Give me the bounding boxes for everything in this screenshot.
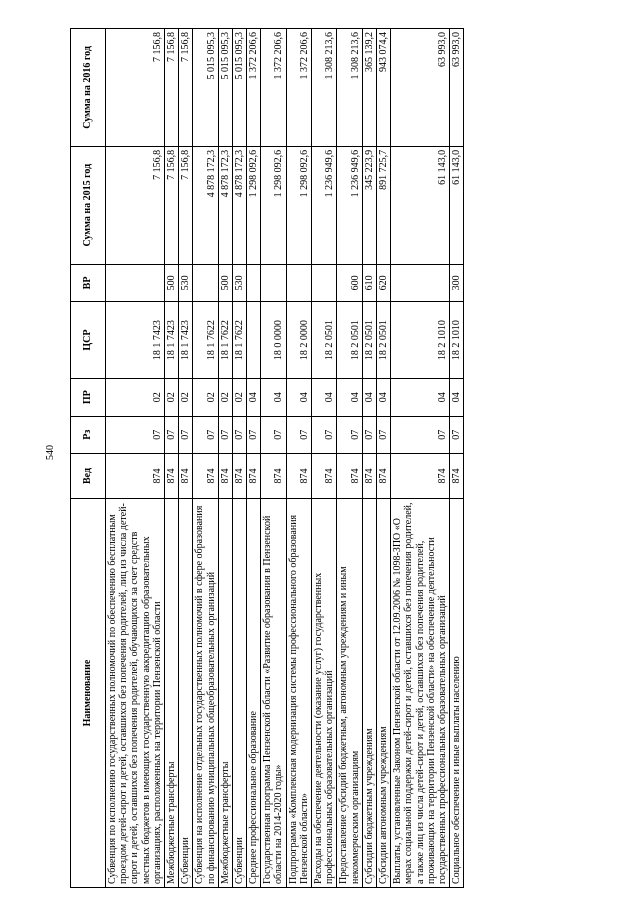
cell-rz: 07 [391, 416, 450, 453]
cell-rz: 07 [376, 416, 390, 453]
header-csr: ЦСР [71, 302, 106, 379]
cell-rz: 07 [164, 416, 178, 453]
cell-csr: 18 2 0501 [362, 302, 376, 379]
cell-rz: 07 [106, 416, 165, 453]
cell-csr: 18 2 0501 [312, 302, 337, 379]
cell-sum-2016: 63 993,0 [391, 29, 450, 147]
cell-name: Межбюджетные трансферты [218, 499, 232, 888]
cell-ved: 874 [164, 453, 178, 498]
cell-csr: 18 1 7423 [179, 302, 193, 379]
cell-vr [247, 264, 261, 302]
cell-rz: 07 [261, 416, 286, 453]
cell-csr: 18 2 1010 [450, 302, 464, 379]
cell-sum-2015: 1 236 949,6 [337, 146, 362, 264]
cell-pr: 04 [312, 378, 337, 416]
cell-vr [193, 264, 218, 302]
cell-sum-2015: 1 298 092,6 [261, 146, 286, 264]
cell-rz: 07 [193, 416, 218, 453]
cell-vr [391, 264, 450, 302]
cell-sum-2016: 943 074,4 [376, 29, 390, 147]
cell-pr: 04 [247, 378, 261, 416]
cell-name: Субвенции [179, 499, 193, 888]
cell-ved: 874 [312, 453, 337, 498]
table-row [450, 29, 464, 888]
table-row [376, 29, 390, 888]
cell-sum-2016: 1 308 213,6 [312, 29, 337, 147]
page-number: 540 [44, 445, 56, 460]
cell-sum-2015: 4 878 172,3 [193, 146, 218, 264]
table-row [286, 29, 311, 888]
header-vr: ВР [71, 264, 106, 302]
cell-name: Субсидии автономным учреждениям [376, 499, 390, 888]
cell-pr: 02 [193, 378, 218, 416]
table-row [261, 29, 286, 888]
cell-pr: 04 [376, 378, 390, 416]
cell-csr: 18 2 1010 [391, 302, 450, 379]
cell-sum-2016: 1 308 213,6 [337, 29, 362, 147]
cell-ved: 874 [179, 453, 193, 498]
cell-name: Предоставление субсидий бюджетным, автономным учреждениям и иным некоммерческим организациям [337, 499, 362, 888]
cell-csr: 18 1 7622 [232, 302, 246, 379]
cell-pr: 02 [179, 378, 193, 416]
cell-csr: 18 1 7423 [164, 302, 178, 379]
cell-name: Выплаты, установленные Законом Пензенской области от 12.09.2006 № 1098-ЗПО «О мерах социальной поддержки детей-сирот и детей, оставшихся без попечения родителей, а также лиц из числа детей-сирот и детей, оставшихся без попечения родителей, проживающих на территории Пензенской области» на обеспечение деятельности государственных профессиональных образовательных организаций [391, 499, 450, 888]
cell-pr: 02 [218, 378, 232, 416]
cell-vr [261, 264, 286, 302]
table-row [362, 29, 376, 888]
table-row [106, 29, 165, 888]
cell-vr: 600 [337, 264, 362, 302]
cell-pr: 04 [261, 378, 286, 416]
cell-ved: 874 [450, 453, 464, 498]
cell-name: Социальное обеспечение и иные выплаты населению [450, 499, 464, 888]
cell-name: Субсидии бюджетным учреждениям [362, 499, 376, 888]
cell-sum-2015: 1 298 092,6 [286, 146, 311, 264]
table-body [106, 29, 464, 888]
cell-sum-2016: 63 993,0 [450, 29, 464, 147]
cell-vr: 530 [232, 264, 246, 302]
cell-ved: 874 [362, 453, 376, 498]
cell-name: Среднее профессиональное образование [247, 499, 261, 888]
cell-pr: 04 [286, 378, 311, 416]
cell-sum-2015: 61 143,0 [391, 146, 450, 264]
cell-sum-2016: 7 156,8 [164, 29, 178, 147]
cell-name: Субвенция на исполнение отдельных государственных полномочий в сфере образования по финансированию муниципальных общеобразовательных организаций [193, 499, 218, 888]
table-row [247, 29, 261, 888]
cell-sum-2016: 1 372 206,6 [261, 29, 286, 147]
cell-ved: 874 [106, 453, 165, 498]
cell-csr [247, 302, 261, 379]
cell-vr [286, 264, 311, 302]
cell-name: Межбюджетные трансферты [164, 499, 178, 888]
header-pr: ПР [71, 378, 106, 416]
cell-pr: 04 [391, 378, 450, 416]
table-row [391, 29, 450, 888]
cell-ved: 874 [286, 453, 311, 498]
header-sum-2016: Сумма на 2016 год [71, 29, 106, 147]
cell-sum-2015: 7 156,8 [179, 146, 193, 264]
cell-sum-2015: 1 298 092,6 [247, 146, 261, 264]
cell-ved: 874 [232, 453, 246, 498]
cell-pr: 02 [164, 378, 178, 416]
cell-vr [312, 264, 337, 302]
cell-rz: 07 [247, 416, 261, 453]
table-row [164, 29, 178, 888]
cell-vr [106, 264, 165, 302]
cell-csr: 18 1 7622 [193, 302, 218, 379]
cell-csr: 18 1 7622 [218, 302, 232, 379]
cell-vr: 610 [362, 264, 376, 302]
cell-sum-2015: 1 236 949,6 [312, 146, 337, 264]
table-row [337, 29, 362, 888]
cell-rz: 07 [286, 416, 311, 453]
cell-sum-2015: 345 223,9 [362, 146, 376, 264]
header-ved: Вед [71, 453, 106, 498]
header-name: Наименование [71, 499, 106, 888]
cell-ved: 874 [193, 453, 218, 498]
cell-rz: 07 [312, 416, 337, 453]
cell-name: Субвенция по исполнению государственных полномочий по обеспечению бесплатным проездом детей-сирот и детей, оставшихся без попечения родителей, лиц из числа детей-сирот и детей, оставшихся без попечения родителей, обучающихся за счет средств местных бюджетов в имеющих государственную аккредитацию образовательных организациях, расположенных на территории Пензенской области [106, 499, 165, 888]
table-row [232, 29, 246, 888]
cell-rz: 07 [179, 416, 193, 453]
cell-rz: 07 [362, 416, 376, 453]
cell-name: Расходы на обеспечение деятельности (оказание услуг) государственных профессиональных образовательных организаций [312, 499, 337, 888]
cell-ved: 874 [247, 453, 261, 498]
cell-sum-2015: 7 156,8 [106, 146, 165, 264]
cell-sum-2015: 4 878 172,3 [232, 146, 246, 264]
table-row [193, 29, 218, 888]
cell-ved: 874 [337, 453, 362, 498]
cell-csr: 18 2 0000 [286, 302, 311, 379]
cell-pr: 04 [362, 378, 376, 416]
table-row [312, 29, 337, 888]
cell-ved: 874 [261, 453, 286, 498]
cell-csr: 18 2 0501 [376, 302, 390, 379]
table-row [218, 29, 232, 888]
page-number-wrap [45, 0, 55, 905]
cell-ved: 874 [391, 453, 450, 498]
cell-rz: 07 [337, 416, 362, 453]
cell-sum-2016: 1 372 206,6 [286, 29, 311, 147]
cell-sum-2016: 7 156,8 [106, 29, 165, 147]
cell-pr: 02 [232, 378, 246, 416]
table-row [179, 29, 193, 888]
cell-name: Подпрограмма «Комплексная модернизация системы профессионального образования Пензенской области» [286, 499, 311, 888]
cell-csr: 18 2 0501 [337, 302, 362, 379]
cell-vr: 500 [164, 264, 178, 302]
cell-csr: 18 1 7423 [106, 302, 165, 379]
cell-sum-2016: 5 015 095,3 [218, 29, 232, 147]
cell-sum-2015: 61 143,0 [450, 146, 464, 264]
cell-rz: 07 [450, 416, 464, 453]
cell-sum-2015: 7 156,8 [164, 146, 178, 264]
table-header-row [71, 29, 106, 888]
cell-sum-2015: 891 725,7 [376, 146, 390, 264]
cell-name: Субвенции [232, 499, 246, 888]
cell-pr: 02 [106, 378, 165, 416]
rotated-table-container [70, 28, 560, 888]
cell-vr: 530 [179, 264, 193, 302]
cell-ved: 874 [376, 453, 390, 498]
cell-csr: 18 0 0000 [261, 302, 286, 379]
cell-vr: 620 [376, 264, 390, 302]
cell-pr: 04 [337, 378, 362, 416]
cell-vr: 500 [218, 264, 232, 302]
cell-sum-2016: 7 156,8 [179, 29, 193, 147]
budget-table [70, 28, 464, 888]
header-rz: Рз [71, 416, 106, 453]
header-sum-2015: Сумма на 2015 год [71, 146, 106, 264]
cell-rz: 07 [232, 416, 246, 453]
cell-sum-2015: 4 878 172,3 [218, 146, 232, 264]
cell-sum-2016: 5 015 095,3 [232, 29, 246, 147]
cell-vr: 300 [450, 264, 464, 302]
cell-pr: 04 [450, 378, 464, 416]
cell-sum-2016: 365 139,2 [362, 29, 376, 147]
cell-ved: 874 [218, 453, 232, 498]
cell-rz: 07 [218, 416, 232, 453]
cell-sum-2016: 1 372 206,6 [247, 29, 261, 147]
cell-sum-2016: 5 015 095,3 [193, 29, 218, 147]
cell-name: Государственная программа Пензенской области «Развитие образования в Пензенской области на 2014-2020 годы» [261, 499, 286, 888]
